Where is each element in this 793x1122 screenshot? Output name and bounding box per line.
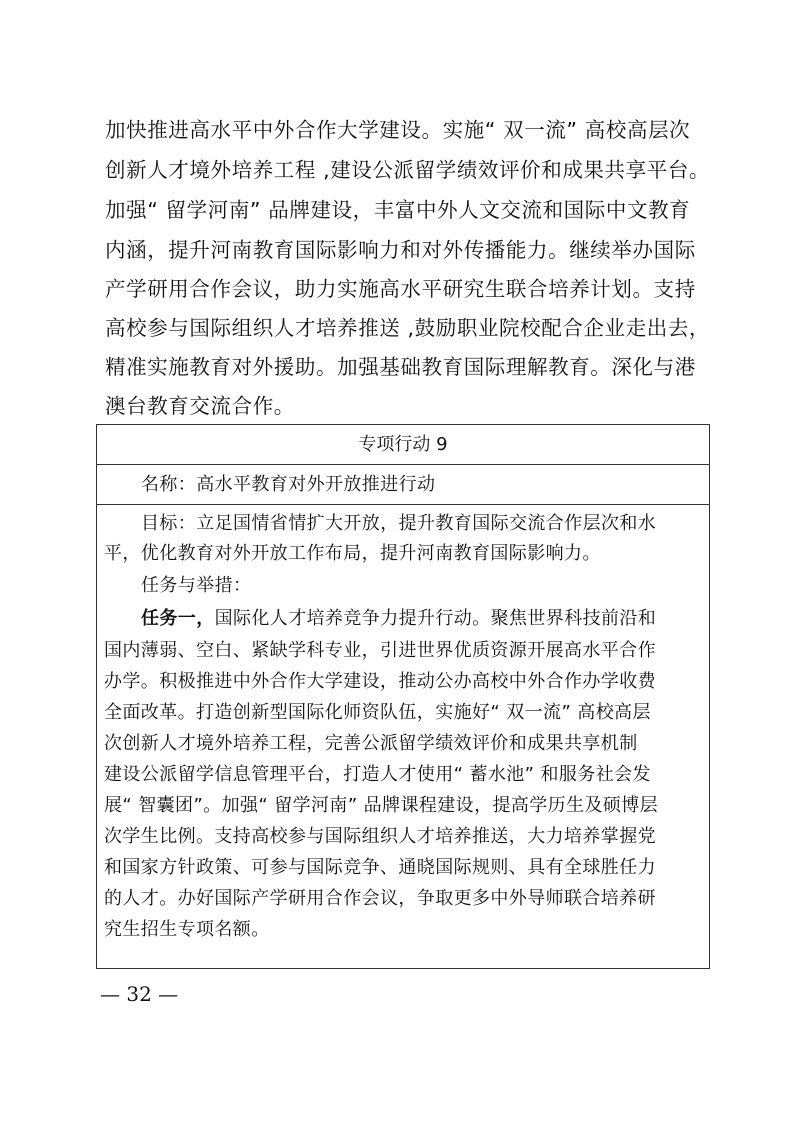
- tasks-label: 任务与举措：: [141, 575, 252, 596]
- intro-line: 高校参与国际组织人才培养推送 ,鼓励职业院校配合企业走出去，: [105, 316, 711, 340]
- task-line: 的人才。办好国际产学研用合作会议，争取更多中外导师联合培养研: [104, 888, 656, 909]
- task-line: 次学生比例。支持高校参与国际组织人才培养推送，大力培养掌握党: [104, 826, 656, 847]
- intro-line: 精准实施教育对外援助。加强基础教育国际理解教育。深化与港: [105, 355, 696, 379]
- intro-line: 创新人才境外培养工程 ,建设公派留学绩效评价和成果共享平台。: [105, 158, 711, 182]
- action-name: 名称：高水平教育对外开放推进行动: [141, 474, 436, 495]
- task-line: 全面改革。打造创新型国际化师资队伍，实施好“ 双一流” 高校高层: [104, 702, 651, 723]
- intro-line: 加快推进高水平中外合作大学建设。实施“ 双一流” 高校高层次: [105, 118, 691, 142]
- intro-line: 产学研用合作会议，助力实施高水平研究生联合培养计划。支持: [105, 277, 696, 301]
- task1-label: 任务一，: [141, 608, 215, 629]
- task1-text: 国际化人才培养竞争力提升行动。聚焦世界科技前沿和: [214, 608, 657, 629]
- task1-first-line: [141, 606, 656, 632]
- special-action-box: [96, 424, 710, 969]
- intro-line: 加强“ 留学河南” 品牌建设，丰富中外人文交流和国际中文教育: [105, 198, 691, 222]
- intro-line: 澳台教育交流合作。: [105, 394, 295, 418]
- goal-line: 平，优化教育对外开放工作布局，提升河南教育国际影响力。: [104, 543, 601, 564]
- task-line: 和国家方针政策、可参与国际竞争、通晓国际规则、具有全球胜任力: [104, 857, 656, 878]
- task-line: 究生招生专项名额。: [104, 919, 270, 940]
- task-line: 建设公派留学信息管理平台，打造人才使用“ 蓄水池” 和服务社会发: [104, 764, 651, 785]
- action-body: [97, 505, 709, 968]
- intro-line: 内涵，提升河南教育国际影响力和对外传播能力。继续举办国际: [105, 238, 696, 262]
- action-title: 专项行动 9: [97, 425, 709, 465]
- action-name-row: [97, 465, 709, 505]
- page-number: — 32 —: [100, 982, 179, 1006]
- goal-line: 目标：立足国情省情扩大开放，提升教育国际交流合作层次和水: [141, 513, 657, 534]
- task-line: 次创新人才境外培养工程，完善公派留学绩效评价和成果共享机制: [104, 733, 638, 754]
- task-line: 国内薄弱、空白、紧缺学科专业，引进世界优质资源开展高水平合作: [104, 640, 656, 661]
- task-line: 展“ 智囊团”。加强“ 留学河南” 品牌课程建设，提高学历生及硕博层: [104, 795, 659, 816]
- task-line: 办学。积极推进中外合作大学建设，推动公办高校中外合作办学收费: [104, 671, 656, 692]
